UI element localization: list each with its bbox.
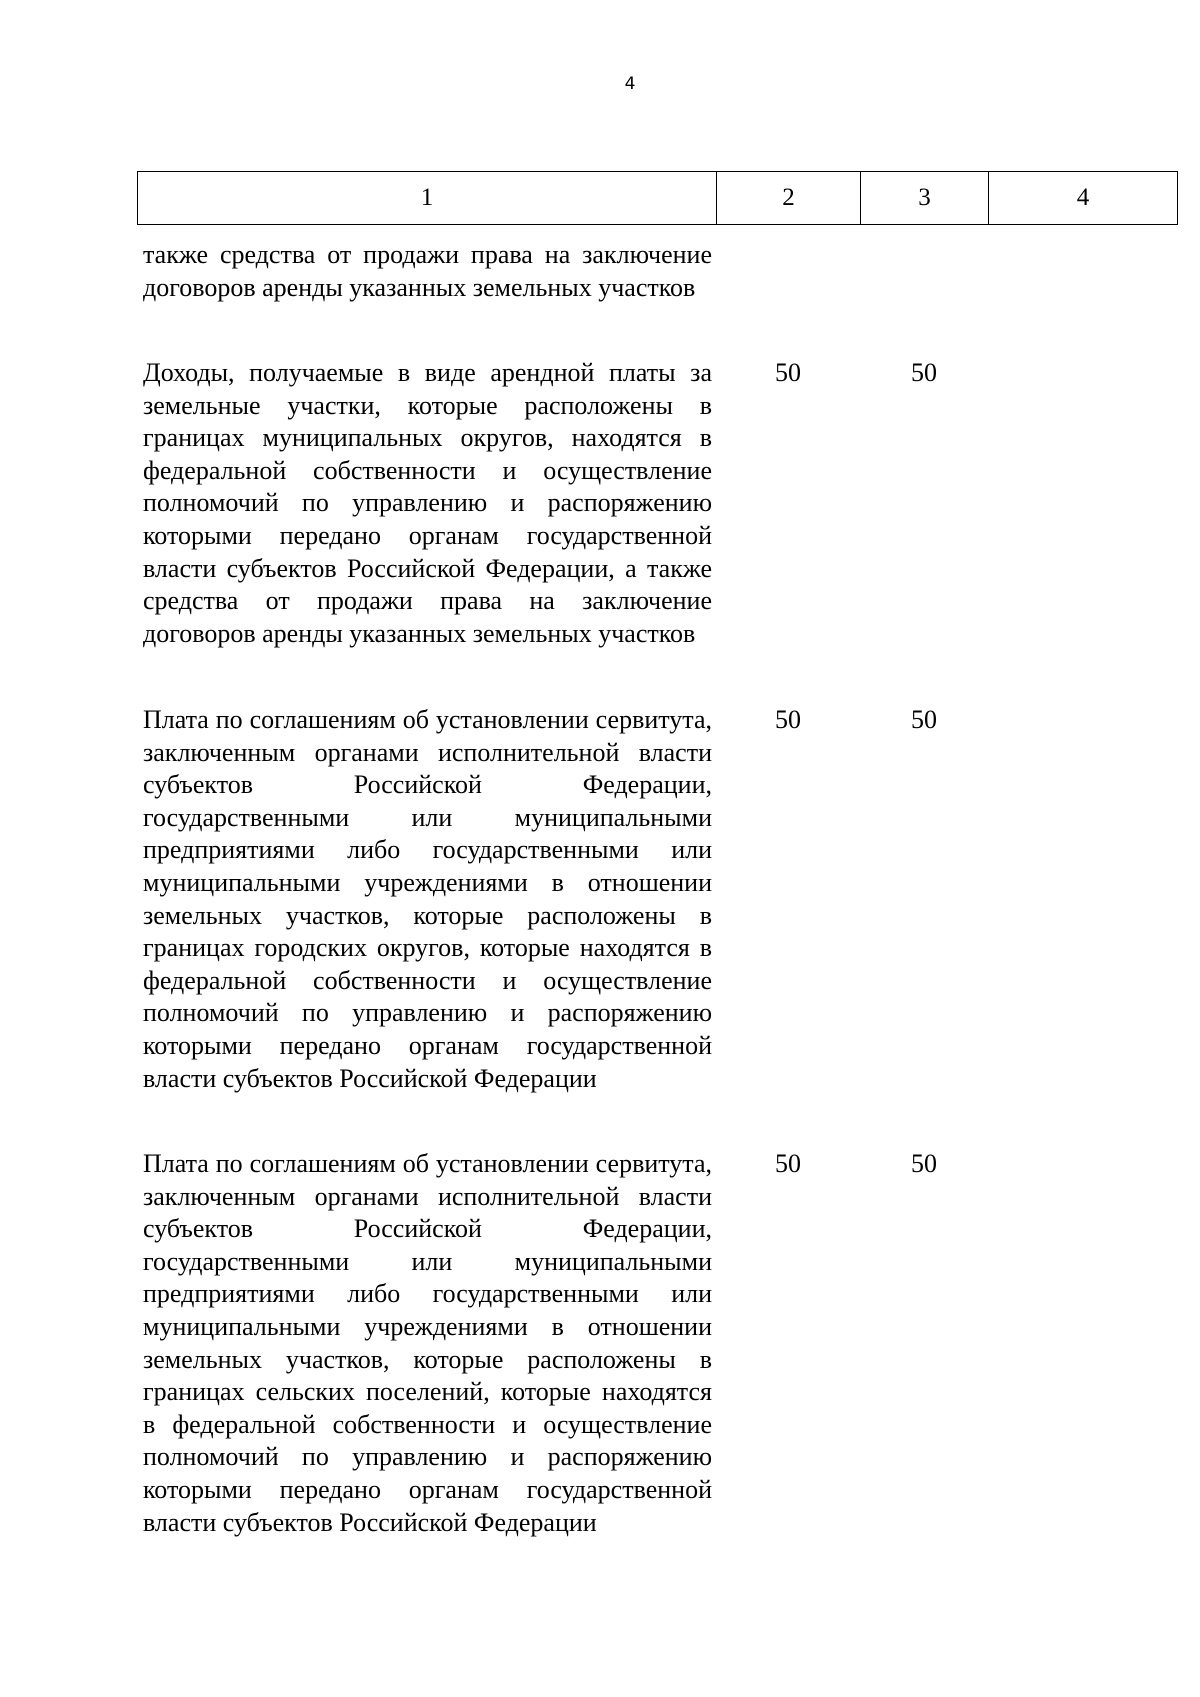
row-description: также средства от продажи права на заключение договоров аренды указанных земельных участков bbox=[143, 240, 712, 302]
row-value-col2: 50 bbox=[775, 358, 801, 387]
table-header-row bbox=[137, 171, 1178, 225]
table-row bbox=[143, 704, 1178, 1095]
header-cell-2: 2 bbox=[717, 172, 861, 224]
table-row bbox=[143, 1148, 1178, 1539]
page-number: 4 bbox=[624, 74, 636, 94]
row-description: Плата по соглашениям об установлении сервитута, заключенным органами исполнительной власти субъектов Российской Федерации, государственными или муниципальными предприятиями либо государственными или муниципальными учреждениями в отношении земельных участков, которые расположены в границах сельских поселений, которые находятся в федеральной собственности и осуществление полномочий по управлению и распоряжению которыми передано органам государственной власти субъектов Российской Федерации bbox=[143, 1149, 712, 1537]
table-row bbox=[143, 357, 1178, 650]
row-value-col3: 50 bbox=[911, 705, 937, 734]
row-value-col2: 50 bbox=[775, 1149, 801, 1178]
row-value-col3: 50 bbox=[911, 358, 937, 387]
header-cell-4: 4 bbox=[1076, 184, 1090, 211]
header-cell-1: 1 bbox=[138, 172, 717, 224]
row-value-col2: 50 bbox=[775, 705, 801, 734]
row-value-col3: 50 bbox=[911, 1149, 937, 1178]
table-row bbox=[143, 239, 1178, 304]
header-cell-3: 3 bbox=[861, 172, 989, 224]
row-description: Плата по соглашениям об установлении сервитута, заключенным органами исполнительной власти субъектов Российской Федерации, государственными или муниципальными предприятиями либо государственными или муниципальными учреждениями в отношении земельных участков, которые расположены в границах городских округов, которые находятся в федеральной собственности и осуществление полномочий по управлению и распоряжению которыми передано органам государственной власти субъектов Российской Федерации bbox=[143, 705, 712, 1093]
row-description: Доходы, получаемые в виде арендной платы за земельные участки, которые расположены в границах муниципальных округов, находятся в федеральной собственности и осуществление полномочий по управлению и распоряжению которыми передано органам государственной власти субъектов Российской Федерации, а также средства от продажи права на заключение договоров аренды указанных земельных участков bbox=[143, 358, 712, 648]
